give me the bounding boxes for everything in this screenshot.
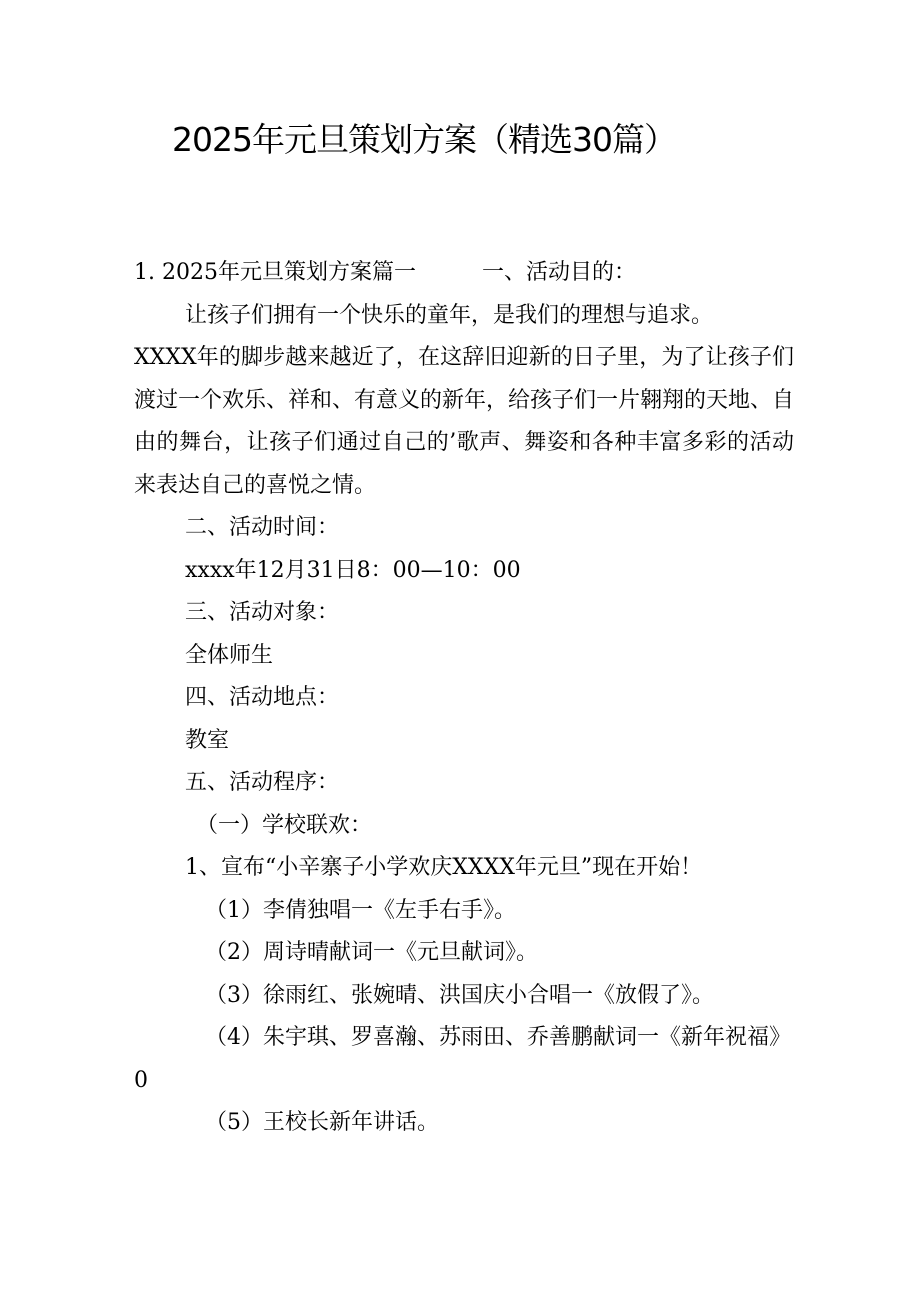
program-list-item: （1）李倩独唱一《左手右手》。 bbox=[205, 897, 516, 923]
program-list-continuation: 0 bbox=[134, 1067, 148, 1093]
location-heading: 四、活动地点： bbox=[185, 685, 340, 710]
section-heading-line bbox=[134, 252, 794, 295]
program-heading: 五、活动程序： bbox=[185, 770, 340, 795]
target-text: 全体师生 bbox=[185, 642, 274, 668]
time-heading: 二、活动时间： bbox=[185, 515, 340, 540]
program-sub-heading: （一）学校联欢： bbox=[196, 812, 373, 838]
time-text: xxxx年12月31日8：00—10：00 bbox=[185, 557, 521, 583]
document-body bbox=[134, 252, 794, 1145]
purpose-text-2: XXXX年的脚步越来越近了，在这辞旧迎新的日子里，为了让孩子们渡过一个欢乐、祥和、有意义的新年，给孩子们一片翱翔的天地、自由的舞台，让孩子们通过自己的’歌声、舞姿和各种丰富多彩的活动来表达自己的喜悦之情。 bbox=[134, 345, 795, 498]
program-list-item: （3）徐雨红、张婉晴、洪国庆小合唱一《放假了》。 bbox=[205, 982, 714, 1008]
program-list-item: （5）王校长新年讲话。 bbox=[205, 1110, 439, 1135]
purpose-text-1: 让孩子们拥有一个快乐的童年，是我们的理想与追求。 bbox=[185, 302, 714, 328]
purpose-heading: 一、活动目的： bbox=[481, 260, 636, 285]
program-list-item: （2）周诗晴献词一《元旦献词》。 bbox=[205, 940, 538, 965]
program-list-item: （4）朱宇琪、罗喜瀚、苏雨田、乔善鹏献词一《新年祝福》 bbox=[205, 1025, 791, 1050]
document-title: 2025年元旦策划方案（精选30篇） bbox=[172, 120, 676, 159]
location-text: 教室 bbox=[185, 727, 230, 753]
section-heading: 1. 2025年元旦策划方案篇一 bbox=[134, 260, 416, 285]
target-heading: 三、活动对象： bbox=[185, 600, 340, 625]
program-item-1: 1、宣布“小辛寨子小学欢庆XXXX年元旦”现在开始！ bbox=[185, 855, 703, 880]
